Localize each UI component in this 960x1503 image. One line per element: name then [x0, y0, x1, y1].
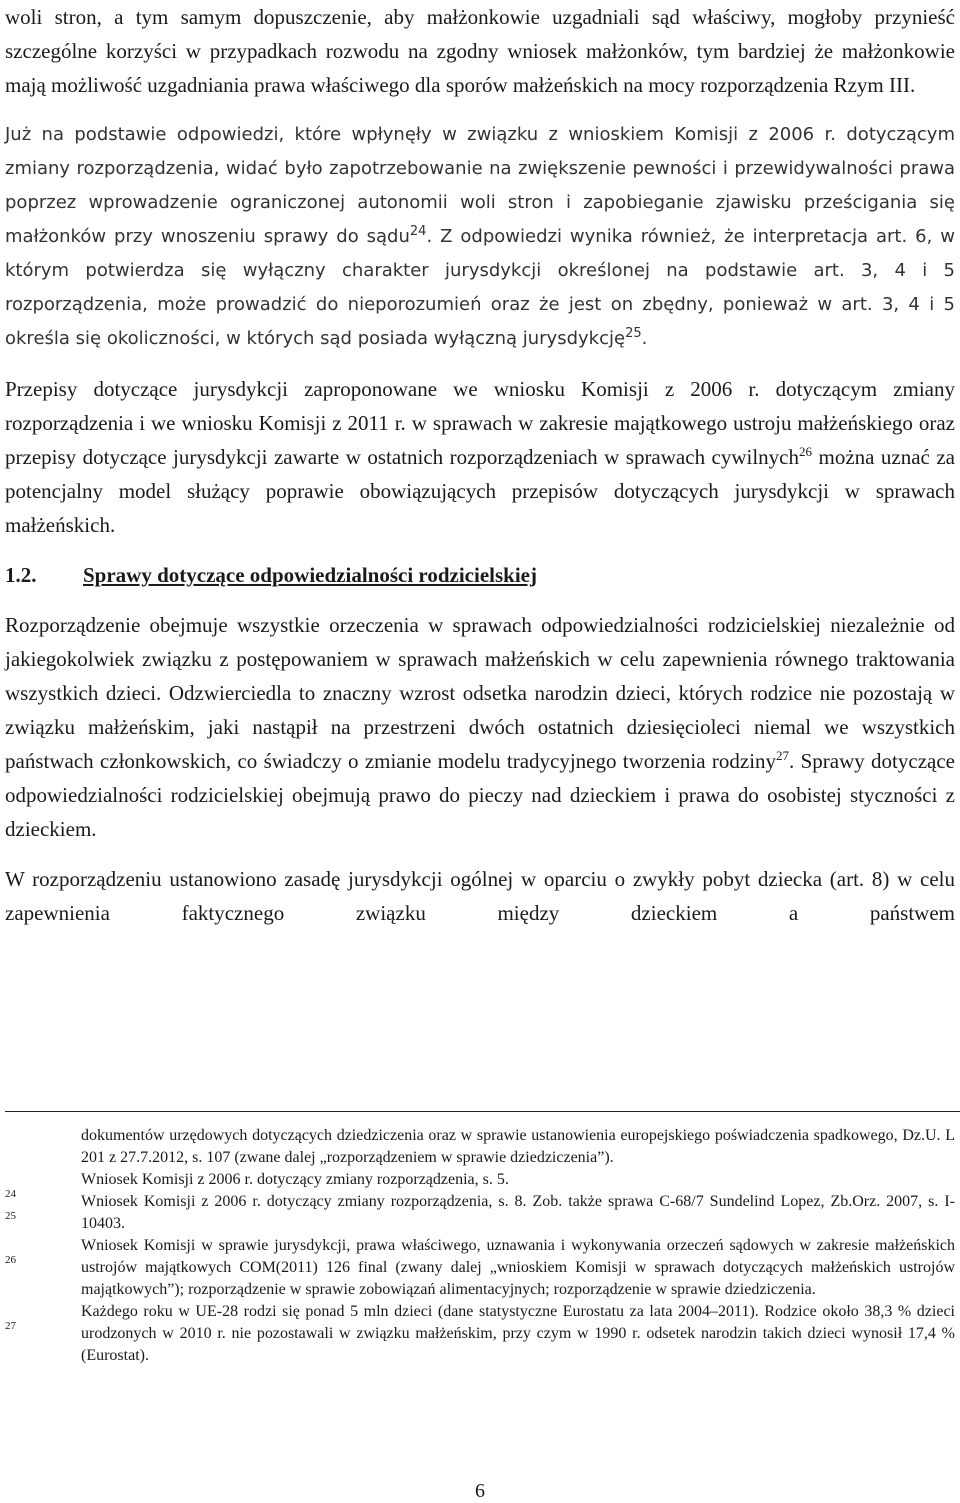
spacer	[5, 356, 955, 372]
footnote-27	[5, 1301, 955, 1367]
main-text	[5, 0, 955, 930]
section-number: 1.2.	[5, 563, 37, 587]
footnote-continued-text: dokumentów urzędowych dotyczących dziedziczenia oraz w sprawie ustanowienia europejskiego poświadczenia spadkowego, Dz.U. L 201 z 27.7.2012, s. 107 (zwane dalej „rozporządzeniem w sprawie dziedziczenia”).	[81, 1127, 955, 1166]
footnote-separator	[5, 1111, 960, 1112]
footnote-text: Każdego roku w UE-28 rodzi się ponad 5 mln dzieci (dane statystyczne Eurostatu za lata 2004–2011). Rodzice około 38,3 % dzieci urodzonych w 2010 r. nie pozostawali w związku małżeńskim, przy czym w 1990 r. odsetek narodzin takich dzieci wynosił 17,4 % (Eurostat).	[81, 1303, 955, 1364]
footnote-number: 26	[5, 1254, 16, 1266]
paragraph-2-text-b: . Z odpowiedzi wynika również, że interpretacja art. 6, w którym potwierdza się wyłączny charakter jurysdykcji określonej na podstawie art. 3, 4 i 5 rozporządzenia, może prowadzić do nieporozumień oraz że jest on zbędny, ponieważ w art. 3, 4 i 5 określa się okoliczności, w których sąd posiada wyłączną jurysdykcję	[5, 226, 956, 349]
paragraph-4-text-b: . Sprawy dotyczące odpowiedzialności rodzicielskiej obejmują prawo do pieczy nad dzieckiem i prawa do osobistej styczności z dzieckiem.	[5, 749, 955, 841]
paragraph-3-text-b: można uznać za potencjalny model służący poprawie obowiązujących przepisów dotyczących jurysdykcji w sprawach małżeńskich.	[5, 445, 955, 537]
footnote-ref-24[interactable]: 24	[409, 224, 427, 239]
page-number: 6	[475, 1480, 485, 1502]
spacer	[5, 542, 955, 558]
footnote-24	[5, 1169, 955, 1200]
footnote-number: 27	[5, 1320, 16, 1332]
footnote-number: 24	[5, 1188, 16, 1200]
footnote-ref-25[interactable]: 25	[625, 326, 642, 341]
footnote-25	[5, 1191, 955, 1235]
footnote-continued	[5, 1125, 955, 1169]
paragraph-4	[5, 608, 955, 846]
paragraph-2	[5, 118, 955, 356]
footnote-text: Wniosek Komisji w sprawie jurysdykcji, prawa właściwego, uznawania i wykonywania orzeczeń sądowych w zakresie małżeńskich ustrojów majątkowych COM(2011) 126 final (zwany dalej „wnioskiem Komisji w sprawach dotyczących małżeńskich ustrojów majątkowych”); rozporządzenie w sprawie zobowiązań alimentacyjnych; rozporządzenie w sprawie dziedziczenia.	[81, 1237, 955, 1298]
footnote-ref-26[interactable]: 26	[799, 444, 813, 459]
section-heading	[5, 558, 955, 592]
paragraph-2-text-a: Już na podstawie odpowiedzi, które wpłynęły w związku z wnioskiem Komisji z 2006 r. dotyczącym zmiany rozporządzenia, widać było zapotrzebowanie na zwiększenie pewności i przewidywalności prawa poprzez wprowadzenie ograniczonej autonomii woli stron i zapobieganie zjawisku prześcigania się małżonków przy wnoszeniu sprawy do sądu	[5, 124, 955, 247]
document-page	[5, 0, 955, 1501]
footnotes	[5, 1125, 955, 1367]
paragraph-3	[5, 372, 955, 542]
spacer	[5, 102, 955, 118]
footnote-text: Wniosek Komisji z 2006 r. dotyczący zmiany rozporządzenia, s. 8. Zob. także sprawa C-68/7 Sundelind Lopez, Zb.Orz. 2007, s. I-10403.	[81, 1193, 955, 1232]
footnote-26	[5, 1235, 955, 1301]
spacer	[5, 846, 955, 862]
footnote-number-blank	[5, 1125, 81, 1169]
section-title: Sprawy dotyczące odpowiedzialności rodzicielskiej	[83, 563, 537, 587]
spacer	[5, 592, 955, 608]
footnote-text: Wniosek Komisji z 2006 r. dotyczący zmiany rozporządzenia, s. 5.	[81, 1171, 509, 1188]
footnote-ref-27[interactable]: 27	[776, 748, 790, 763]
footnote-number: 25	[5, 1210, 16, 1222]
paragraph-2-text-c: .	[641, 328, 648, 349]
paragraph-4-text-a: Rozporządzenie obejmuje wszystkie orzeczenia w sprawach odpowiedzialności rodzicielskiej niezależnie od jakiegokolwiek związku z postępowaniem w sprawach małżeńskich w celu zapewnienia równego traktowania wszystkich dzieci. Odzwierciedla to znaczny wzrost odsetka narodzin dzieci, których rodzice nie pozostają w związku małżeńskim, jaki nastąpił na przestrzeni dwóch ostatnich dziesięcioleci niemal we wszystkich państwach członkowskich, co świadczy o zmianie modelu tradycyjnego tworzenia rodziny	[5, 613, 955, 773]
paragraph-3-text-a: Przepisy dotyczące jurysdykcji zaproponowane we wniosku Komisji z 2006 r. dotyczącym zmiany rozporządzenia i we wniosku Komisji z 2011 r. w sprawach w zakresie majątkowego ustroju małżeńskiego oraz przepisy dotyczące jurysdykcji zawarte w ostatnich rozporządzeniach w sprawach cywilnych	[5, 377, 955, 469]
paragraph-5: W rozporządzeniu ustanowiono zasadę jurysdykcji ogólnej w oparciu o zwykły pobyt dziecka (art. 8) w celu zapewnienia faktycznego związku między dzieckiem a państwem	[5, 867, 955, 925]
paragraph-1: woli stron, a tym samym dopuszczenie, aby małżonkowie uzgadniali sąd właściwy, mogłoby przynieść szczególne korzyści w przypadkach rozwodu na zgodny wniosek małżonków, tym bardziej że małżonkowie mają możliwość uzgadniania prawa właściwego dla sporów małżeńskich na mocy rozporządzenia Rzym III.	[5, 5, 955, 97]
